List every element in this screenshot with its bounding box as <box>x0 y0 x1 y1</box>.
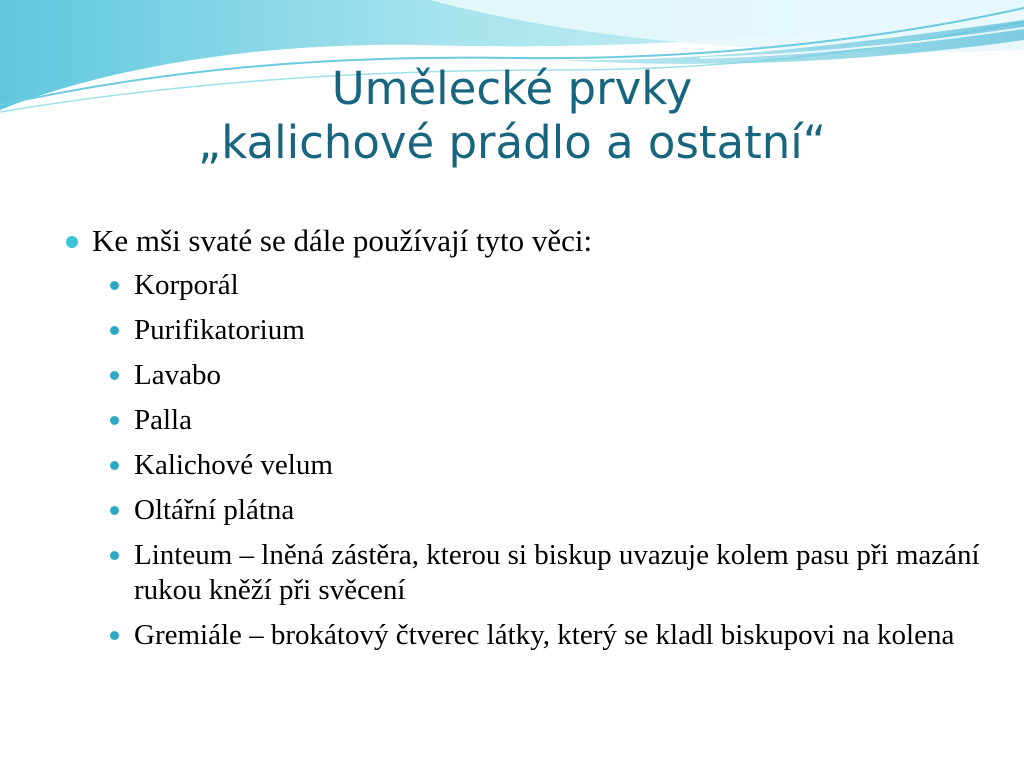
list-item-text: Kalichové velum <box>134 449 333 481</box>
list-item-text: Gremiále – brokátový čtverec látky, který se kladl biskupovi na kolena <box>134 619 955 651</box>
title-line-2: „kalichové prádlo a ostatní“ <box>197 116 827 169</box>
list-item-text: Purifikatorium <box>134 314 305 346</box>
list-item-text: Lavabo <box>134 359 221 391</box>
list-item <box>66 618 986 653</box>
bullet-dot-icon <box>110 551 119 560</box>
list-item <box>66 268 986 303</box>
list-item <box>66 448 986 483</box>
list-item <box>66 358 986 393</box>
list-item <box>66 493 986 528</box>
bullet-dot-icon <box>110 416 119 425</box>
bullet-point-intro <box>66 222 986 260</box>
slide-body <box>66 222 986 663</box>
items-list <box>66 268 986 653</box>
list-item <box>66 313 986 348</box>
list-item-text: Oltářní plátna <box>134 494 295 526</box>
list-item <box>66 403 986 438</box>
slide-title <box>0 62 1024 170</box>
bullet-dot-icon <box>110 631 119 640</box>
bullet-dot-icon <box>110 371 119 380</box>
bullet-dot-icon <box>66 236 78 248</box>
bullet-dot-icon <box>110 506 119 515</box>
intro-text: Ke mši svaté se dále používají tyto věci: <box>92 223 593 258</box>
list-item-text: Palla <box>134 404 192 436</box>
list-item <box>66 538 986 608</box>
bullet-dot-icon <box>110 326 119 335</box>
bullet-dot-icon <box>110 281 119 290</box>
bullet-dot-icon <box>110 461 119 470</box>
list-item-text: Linteum – lněná zástěra, kterou si biskup uvazuje kolem pasu při mazání rukou kněží při svěcení <box>134 539 980 606</box>
title-line-1: Umělecké prvky <box>331 62 693 115</box>
list-item-text: Korporál <box>134 269 239 301</box>
